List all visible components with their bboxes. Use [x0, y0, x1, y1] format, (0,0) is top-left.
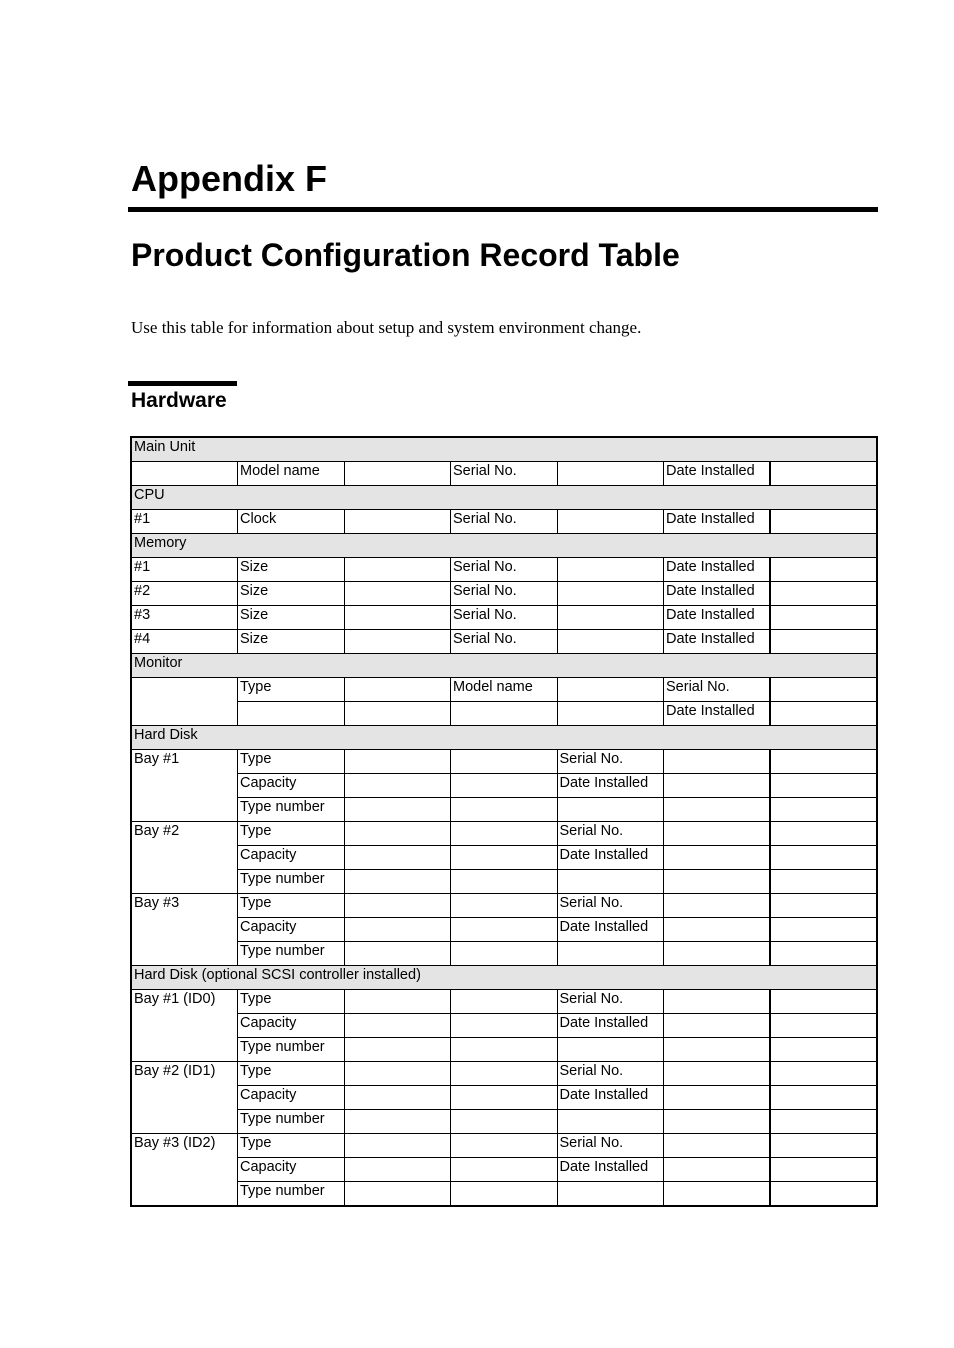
entry-cell[interactable]	[238, 702, 345, 726]
hardware-record-table	[130, 436, 878, 1207]
entry-cell[interactable]	[664, 1062, 771, 1086]
field-label: Date Installed	[664, 606, 771, 630]
field-label: Type	[238, 990, 345, 1014]
entry-cell[interactable]	[770, 606, 877, 630]
entry-cell[interactable]	[344, 894, 451, 918]
field-label: Type	[238, 678, 345, 702]
entry-cell[interactable]	[451, 1110, 558, 1134]
field-label: Model name	[451, 678, 558, 702]
entry-cell[interactable]	[664, 1086, 771, 1110]
group-row-main-unit	[131, 437, 877, 462]
table-row	[131, 1086, 877, 1110]
field-label: Date Installed	[557, 1158, 664, 1182]
title-rule	[128, 207, 878, 212]
entry-cell[interactable]	[557, 558, 664, 582]
entry-cell[interactable]	[344, 942, 451, 966]
entry-cell[interactable]	[770, 990, 877, 1014]
group-label: CPU	[131, 486, 877, 510]
field-label: Date Installed	[557, 846, 664, 870]
table-row	[131, 462, 877, 486]
entry-cell[interactable]	[451, 1134, 558, 1158]
field-label: Serial No.	[557, 990, 664, 1014]
field-label: Capacity	[238, 774, 345, 798]
entry-cell[interactable]	[557, 606, 664, 630]
field-label: Serial No.	[451, 606, 558, 630]
field-label: Serial No.	[451, 558, 558, 582]
entry-cell[interactable]	[344, 798, 451, 822]
entry-cell[interactable]	[664, 798, 771, 822]
entry-cell[interactable]	[557, 1110, 664, 1134]
entry-cell[interactable]	[664, 774, 771, 798]
entry-cell[interactable]	[344, 678, 451, 702]
entry-cell[interactable]	[451, 1014, 558, 1038]
table-row	[131, 702, 877, 726]
table-row	[131, 1134, 877, 1158]
table-row	[131, 870, 877, 894]
bay-label: Bay #2 (ID1)	[131, 1062, 238, 1134]
entry-cell[interactable]	[770, 630, 877, 654]
field-label: Type	[238, 750, 345, 774]
entry-cell[interactable]	[451, 1158, 558, 1182]
field-label: Serial No.	[451, 462, 558, 486]
field-label: Type	[238, 1062, 345, 1086]
entry-cell[interactable]	[451, 870, 558, 894]
entry-cell[interactable]	[557, 510, 664, 534]
entry-cell[interactable]	[344, 918, 451, 942]
entry-cell[interactable]	[770, 1134, 877, 1158]
table-row	[131, 798, 877, 822]
entry-cell[interactable]	[344, 1062, 451, 1086]
entry-cell[interactable]	[770, 798, 877, 822]
appendix-title: Appendix F	[131, 158, 327, 199]
bay-label: Bay #3	[131, 894, 238, 966]
table-row	[131, 894, 877, 918]
group-label: Hard Disk	[131, 726, 877, 750]
entry-cell[interactable]	[770, 1014, 877, 1038]
entry-cell[interactable]	[664, 750, 771, 774]
entry-cell[interactable]	[770, 918, 877, 942]
bay-label: Bay #1 (ID0)	[131, 990, 238, 1062]
table-row	[131, 558, 877, 582]
entry-cell[interactable]	[451, 750, 558, 774]
entry-cell[interactable]	[451, 894, 558, 918]
entry-cell[interactable]	[664, 942, 771, 966]
page-title: Product Configuration Record Table	[131, 237, 680, 273]
entry-cell[interactable]	[344, 510, 451, 534]
entry-cell[interactable]	[451, 942, 558, 966]
entry-cell[interactable]	[451, 1062, 558, 1086]
entry-cell[interactable]	[451, 774, 558, 798]
table-row	[131, 1182, 877, 1207]
entry-cell[interactable]	[344, 1014, 451, 1038]
entry-cell[interactable]	[770, 1110, 877, 1134]
row-key-cell: #4	[131, 630, 238, 654]
table-row	[131, 1158, 877, 1182]
entry-cell[interactable]	[344, 1134, 451, 1158]
field-label: Type	[238, 1134, 345, 1158]
field-label: Serial No.	[451, 582, 558, 606]
field-label: Serial No.	[451, 510, 558, 534]
field-label: Serial No.	[557, 1062, 664, 1086]
group-row-memory	[131, 534, 877, 558]
group-label: Monitor	[131, 654, 877, 678]
entry-cell[interactable]	[770, 870, 877, 894]
entry-cell[interactable]	[557, 678, 664, 702]
table-row	[131, 822, 877, 846]
field-label: Size	[238, 582, 345, 606]
entry-cell[interactable]	[557, 582, 664, 606]
entry-cell[interactable]	[664, 1158, 771, 1182]
entry-cell[interactable]	[770, 1158, 877, 1182]
field-label: Serial No.	[557, 750, 664, 774]
field-label: Type number	[238, 798, 345, 822]
entry-cell[interactable]	[344, 558, 451, 582]
entry-cell[interactable]	[664, 846, 771, 870]
field-label: Date Installed	[557, 774, 664, 798]
entry-cell[interactable]	[344, 750, 451, 774]
entry-cell[interactable]	[770, 1062, 877, 1086]
field-label: Date Installed	[664, 462, 771, 486]
entry-cell[interactable]	[451, 1086, 558, 1110]
field-label: Type number	[238, 1182, 345, 1207]
entry-cell[interactable]	[344, 630, 451, 654]
table-row	[131, 1110, 877, 1134]
field-label: Type number	[238, 870, 345, 894]
entry-cell[interactable]	[344, 870, 451, 894]
field-label: Clock	[238, 510, 345, 534]
entry-cell[interactable]	[451, 822, 558, 846]
field-label: Serial No.	[451, 630, 558, 654]
field-label: Serial No.	[557, 822, 664, 846]
entry-cell[interactable]	[344, 1038, 451, 1062]
entry-cell[interactable]	[344, 702, 451, 726]
entry-cell[interactable]	[770, 942, 877, 966]
entry-cell[interactable]	[770, 822, 877, 846]
field-label: Size	[238, 630, 345, 654]
entry-cell[interactable]	[557, 630, 664, 654]
entry-cell[interactable]	[770, 702, 877, 726]
field-label: Date Installed	[557, 918, 664, 942]
table-row	[131, 846, 877, 870]
group-row-hard-disk-scsi	[131, 966, 877, 990]
table-row	[131, 1014, 877, 1038]
row-key-cell: #1	[131, 558, 238, 582]
field-label: Type number	[238, 1038, 345, 1062]
field-label: Date Installed	[557, 1086, 664, 1110]
entry-cell[interactable]	[557, 1182, 664, 1207]
entry-cell[interactable]	[557, 870, 664, 894]
entry-cell[interactable]	[770, 558, 877, 582]
table-row	[131, 774, 877, 798]
table-row	[131, 1038, 877, 1062]
entry-cell[interactable]	[451, 918, 558, 942]
field-label: Capacity	[238, 1158, 345, 1182]
entry-cell[interactable]	[451, 1038, 558, 1062]
row-key-cell: #1	[131, 510, 238, 534]
table-row	[131, 750, 877, 774]
entry-cell[interactable]	[344, 582, 451, 606]
field-label: Serial No.	[557, 894, 664, 918]
row-key-cell	[131, 678, 238, 726]
group-label: Memory	[131, 534, 877, 558]
table-row	[131, 582, 877, 606]
group-row-hard-disk	[131, 726, 877, 750]
entry-cell[interactable]	[344, 606, 451, 630]
field-label: Type	[238, 894, 345, 918]
entry-cell[interactable]	[770, 678, 877, 702]
entry-cell[interactable]	[664, 894, 771, 918]
group-label: Hard Disk (optional SCSI controller installed)	[131, 966, 877, 990]
entry-cell[interactable]	[451, 702, 558, 726]
field-label: Date Installed	[664, 582, 771, 606]
entry-cell[interactable]	[664, 1134, 771, 1158]
section-heading: Hardware	[131, 389, 227, 412]
field-label: Model name	[238, 462, 345, 486]
entry-cell[interactable]	[770, 1182, 877, 1207]
entry-cell[interactable]	[344, 846, 451, 870]
section-rule	[128, 381, 237, 386]
entry-cell[interactable]	[557, 462, 664, 486]
table-row	[131, 1062, 877, 1086]
entry-cell[interactable]	[770, 846, 877, 870]
table-row	[131, 918, 877, 942]
group-label: Main Unit	[131, 437, 877, 462]
field-label: Capacity	[238, 846, 345, 870]
field-label: Date Installed	[664, 510, 771, 534]
field-label: Type number	[238, 942, 345, 966]
entry-cell[interactable]	[557, 942, 664, 966]
group-row-monitor	[131, 654, 877, 678]
entry-cell[interactable]	[451, 846, 558, 870]
intro-text: Use this table for information about setup and system environment change.	[131, 318, 642, 337]
entry-cell[interactable]	[451, 1182, 558, 1207]
field-label: Size	[238, 558, 345, 582]
entry-cell[interactable]	[770, 462, 877, 486]
row-key-cell: #2	[131, 582, 238, 606]
group-row-cpu	[131, 486, 877, 510]
entry-cell[interactable]	[664, 1110, 771, 1134]
table-row	[131, 678, 877, 702]
field-label: Capacity	[238, 918, 345, 942]
field-label: Size	[238, 606, 345, 630]
row-key-cell	[131, 462, 238, 486]
entry-cell[interactable]	[344, 1086, 451, 1110]
entry-cell[interactable]	[344, 1182, 451, 1207]
field-label: Capacity	[238, 1086, 345, 1110]
bay-label: Bay #3 (ID2)	[131, 1134, 238, 1207]
entry-cell[interactable]	[451, 990, 558, 1014]
entry-cell[interactable]	[664, 1014, 771, 1038]
field-label: Date Installed	[664, 702, 771, 726]
entry-cell[interactable]	[664, 822, 771, 846]
entry-cell[interactable]	[344, 822, 451, 846]
field-label: Serial No.	[664, 678, 771, 702]
field-label: Date Installed	[664, 630, 771, 654]
entry-cell[interactable]	[664, 870, 771, 894]
entry-cell[interactable]	[344, 1110, 451, 1134]
table-row	[131, 510, 877, 534]
entry-cell[interactable]	[557, 1038, 664, 1062]
entry-cell[interactable]	[770, 750, 877, 774]
entry-cell[interactable]	[344, 774, 451, 798]
entry-cell[interactable]	[770, 774, 877, 798]
entry-cell[interactable]	[344, 1158, 451, 1182]
entry-cell[interactable]	[770, 1038, 877, 1062]
bay-label: Bay #1	[131, 750, 238, 822]
table-row	[131, 606, 877, 630]
entry-cell[interactable]	[770, 1086, 877, 1110]
table-row	[131, 630, 877, 654]
row-key-cell: #3	[131, 606, 238, 630]
entry-cell[interactable]	[557, 798, 664, 822]
entry-cell[interactable]	[770, 582, 877, 606]
table-row	[131, 942, 877, 966]
entry-cell[interactable]	[557, 702, 664, 726]
entry-cell[interactable]	[451, 798, 558, 822]
field-label: Serial No.	[557, 1134, 664, 1158]
field-label: Type	[238, 822, 345, 846]
entry-cell[interactable]	[344, 462, 451, 486]
entry-cell[interactable]	[664, 918, 771, 942]
entry-cell[interactable]	[770, 894, 877, 918]
entry-cell[interactable]	[664, 1038, 771, 1062]
entry-cell[interactable]	[664, 990, 771, 1014]
table-row	[131, 990, 877, 1014]
bay-label: Bay #2	[131, 822, 238, 894]
field-label: Type number	[238, 1110, 345, 1134]
entry-cell[interactable]	[770, 510, 877, 534]
entry-cell[interactable]	[344, 990, 451, 1014]
field-label: Date Installed	[664, 558, 771, 582]
field-label: Capacity	[238, 1014, 345, 1038]
field-label: Date Installed	[557, 1014, 664, 1038]
entry-cell[interactable]	[664, 1182, 771, 1207]
